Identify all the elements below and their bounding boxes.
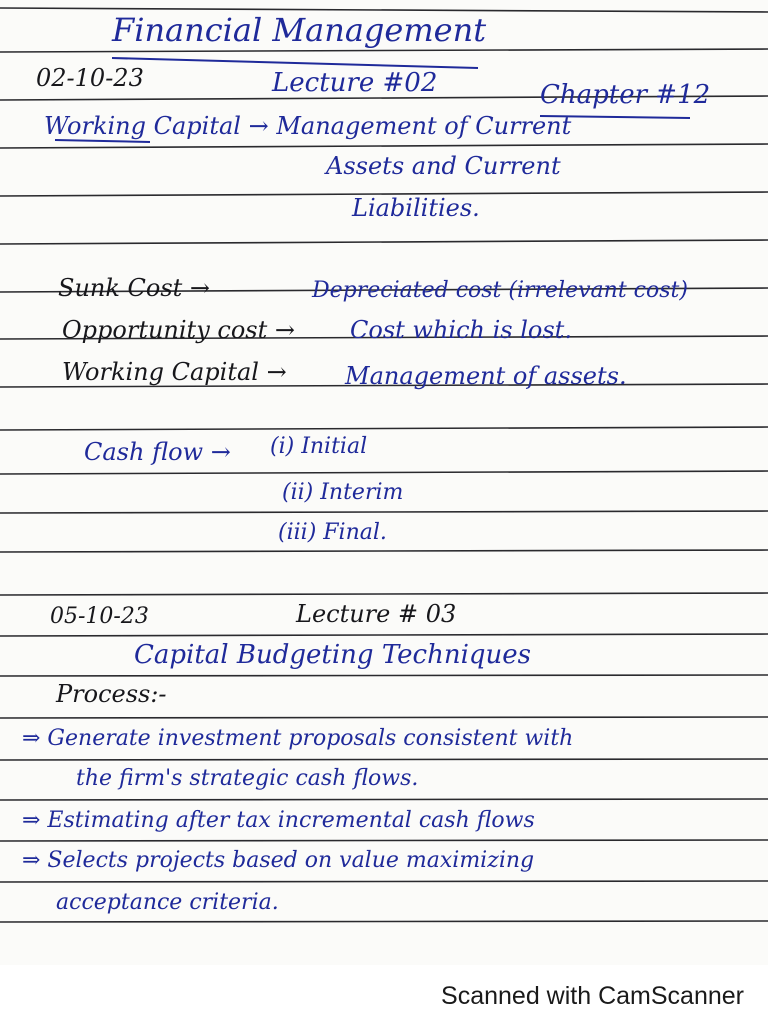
note-line: Sunk Cost → xyxy=(58,274,211,302)
chapter-label: Chapter #12 xyxy=(540,80,711,110)
process-line: acceptance criteria. xyxy=(56,890,279,915)
list-item: (ii) Interim xyxy=(282,480,404,505)
section-heading: Capital Budgeting Techniques xyxy=(134,640,532,670)
note-line: Management of assets. xyxy=(345,362,627,390)
lecture-2-date: 05-10-23 xyxy=(50,604,149,629)
note-line: Cash flow → xyxy=(84,438,231,466)
note-line: Liabilities. xyxy=(352,194,480,222)
process-line: the firm's strategic cash flows. xyxy=(76,766,419,791)
lecture-2-title: Lecture # 03 xyxy=(296,600,457,628)
note-line: Assets and Current xyxy=(326,152,561,180)
note-line: Cost which is lost. xyxy=(350,316,572,344)
list-item: (i) Initial xyxy=(270,434,368,459)
process-label: Process:- xyxy=(56,680,167,708)
note-line: Working Capital → Management of Current xyxy=(44,112,572,140)
page-title: Financial Management xyxy=(112,11,487,49)
scanner-watermark: Scanned with CamScanner xyxy=(441,982,744,1010)
lecture-1-date: 02-10-23 xyxy=(36,64,144,92)
note-line: Opportunity cost → xyxy=(62,316,295,344)
process-line: ⇒ Selects projects based on value maximizing xyxy=(22,848,535,873)
list-item: (iii) Final. xyxy=(278,520,387,545)
note-line: Working Capital → xyxy=(62,358,287,386)
note-line: Depreciated cost (irrelevant cost) xyxy=(312,278,688,303)
process-line: ⇒ Generate investment proposals consistent with xyxy=(22,726,574,751)
process-line: ⇒ Estimating after tax incremental cash flows xyxy=(22,808,535,833)
lecture-1-title: Lecture #02 xyxy=(272,68,438,98)
